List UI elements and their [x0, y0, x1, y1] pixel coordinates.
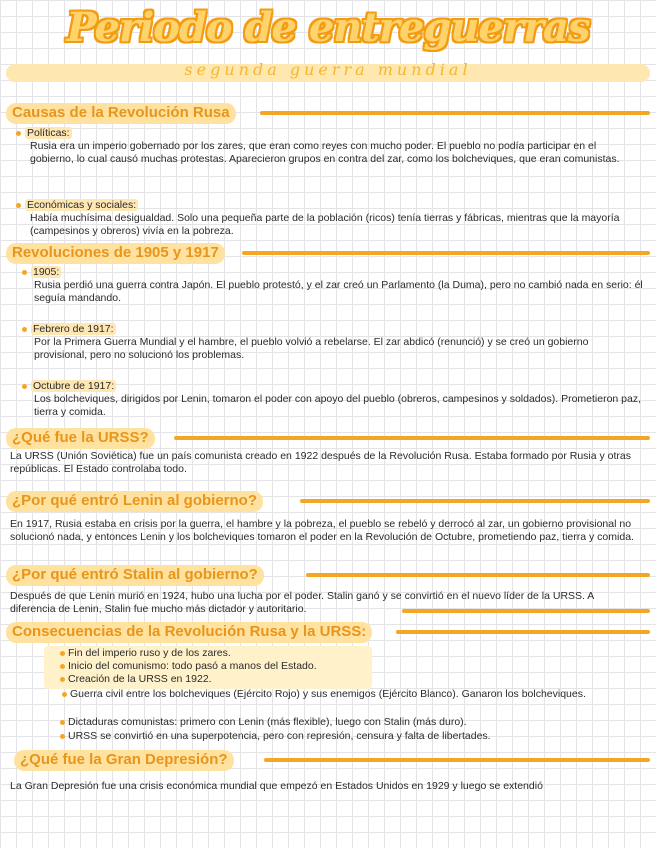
heading-revoluciones	[6, 243, 650, 263]
bullet-dot-icon	[60, 664, 65, 669]
bullet-economicas	[16, 198, 138, 212]
consecuencia-6: URSS se convirtió en una superpotencia, pero con represión, censura y falta de libertades.	[68, 730, 491, 742]
heading-lenin-rule	[300, 499, 650, 503]
bullet-dot-icon	[60, 734, 65, 739]
paragraph-octubre: Los bolcheviques, dirigidos por Lenin, tomaron el poder con apoyo del pueblo (obreros, campesinos y soldados). Prometieron paz, tierra y comida.	[34, 393, 642, 418]
paragraph-urss: La URSS (Unión Soviética) fue un país comunista creado en 1922 después de la Revolución Rusa. Estaba formado por Rusia y otras repúblicas. El Estado controlaba todo.	[10, 450, 632, 475]
page-title: Periodo de entreguerras	[66, 4, 590, 51]
bullet-febrero	[22, 322, 116, 336]
heading-stalin-label: ¿Por qué entró Stalin al gobierno?	[6, 565, 264, 586]
bullet-octubre-label: Octubre de 1917:	[33, 380, 115, 392]
consecuencia-4: Guerra civil entre los bolcheviques (Ejército Rojo) y sus enemigos (Ejército Blanco). Ganaron los bolcheviques.	[70, 688, 586, 700]
paragraph-lenin: En 1917, Rusia estaba en crisis por la guerra, el hambre y la pobreza, el pueblo se rebeló y derrocó al zar, un gobierno provisional no solucionó nada, y entonces Lenin y los bolcheviques tomaron el poder en la Revolución de Octubre, prometiendo paz, tierra y comida.	[10, 518, 634, 543]
list-item	[60, 730, 491, 743]
paragraph-1905: Rusia perdió una guerra contra Japón. El pueblo protestó, y el zar creó un Parlamento (la Duma), pero no cambió nada en serio: él seguía mandando.	[34, 279, 643, 304]
bullet-dot-icon	[60, 651, 65, 656]
paragraph-stalin: Después de que Lenin murió en 1924, hubo una lucha por el poder. Stalin ganó y se convirtió en el nuevo líder de la URSS. A diferencia de Lenin, Stalin fue mucho más dictador y autoritario.	[10, 590, 594, 615]
bullet-dot-icon	[60, 677, 65, 682]
heading-stalin-rule	[306, 573, 650, 577]
heading-revoluciones-label: Revoluciones de 1905 y 1917	[6, 243, 225, 264]
heading-consecuencias	[6, 622, 650, 642]
bullet-1905-label: 1905:	[33, 266, 60, 278]
list-item	[60, 673, 212, 686]
bullet-dot-icon	[16, 203, 21, 208]
heading-lenin-label: ¿Por qué entró Lenin al gobierno?	[6, 491, 263, 512]
heading-causas-label: Causas de la Revolución Rusa	[6, 103, 236, 124]
bullet-dot-icon	[16, 131, 21, 136]
paragraph-depresion: La Gran Depresión fue una crisis económica mundial que empezó en Estados Unidos en 1929 y luego se extendió	[10, 780, 543, 792]
heading-depresion-label: ¿Qué fue la Gran Depresión?	[14, 750, 234, 771]
bullet-dot-icon	[22, 327, 27, 332]
heading-depresion-rule	[264, 758, 650, 762]
bullet-1905	[22, 265, 61, 279]
heading-urss-rule	[174, 436, 650, 440]
stalin-end-rule	[402, 609, 650, 613]
bullet-dot-icon	[22, 270, 27, 275]
list-item	[60, 716, 467, 729]
list-item	[60, 660, 317, 673]
bullet-dot-icon	[62, 692, 67, 697]
bullet-febrero-label: Febrero de 1917:	[33, 323, 114, 335]
consecuencia-1: Fin del imperio ruso y de los zares.	[68, 647, 231, 659]
bullet-dot-icon	[60, 720, 65, 725]
heading-lenin	[6, 491, 650, 511]
consecuencia-2: Inicio del comunismo: todo pasó a manos del Estado.	[68, 660, 317, 672]
page-subtitle: segunda guerra mundial	[184, 60, 472, 79]
consecuencia-3: Creación de la URSS en 1922.	[68, 673, 212, 685]
bullet-octubre	[22, 379, 116, 393]
paragraph-politicas: Rusia era un imperio gobernado por los zares, que eran como reyes con mucho poder. El pueblo no podía participar en el gobierno, lo cual causó muchas protestas. Aparecieron grupos en contra del zar, como los bolcheviques, que eran comunistas.	[30, 140, 620, 165]
bullet-economicas-label: Económicas y sociales:	[27, 199, 137, 211]
heading-urss	[6, 428, 650, 448]
heading-depresion	[6, 750, 650, 770]
heading-urss-label: ¿Qué fue la URSS?	[6, 428, 155, 449]
paragraph-economicas: Había muchísima desigualdad. Solo una pequeña parte de la población (ricos) tenía tierras y fábricas, mientras que la mayoría (campesinos y obreros) vivía en la pobreza.	[30, 212, 620, 237]
heading-stalin	[6, 565, 650, 585]
list-item	[34, 688, 594, 701]
heading-revoluciones-rule	[242, 251, 650, 255]
paragraph-febrero: Por la Primera Guerra Mundial y el hambre, el pueblo volvió a rebelarse. El zar abdicó (renunció) y se creó un gobierno provisional, pero no solucionó los problemas.	[34, 336, 589, 361]
bullet-politicas	[16, 126, 72, 140]
bullet-dot-icon	[22, 384, 27, 389]
bullet-politicas-label: Políticas:	[27, 127, 70, 139]
heading-causas-rule	[260, 111, 650, 115]
consecuencia-5: Dictaduras comunistas: primero con Lenin (más flexible), luego con Stalin (más duro).	[68, 716, 467, 728]
heading-consecuencias-label: Consecuencias de la Revolución Rusa y la URSS:	[6, 622, 372, 643]
heading-causas	[6, 103, 650, 123]
heading-consecuencias-rule	[396, 630, 650, 634]
list-item	[60, 647, 231, 660]
